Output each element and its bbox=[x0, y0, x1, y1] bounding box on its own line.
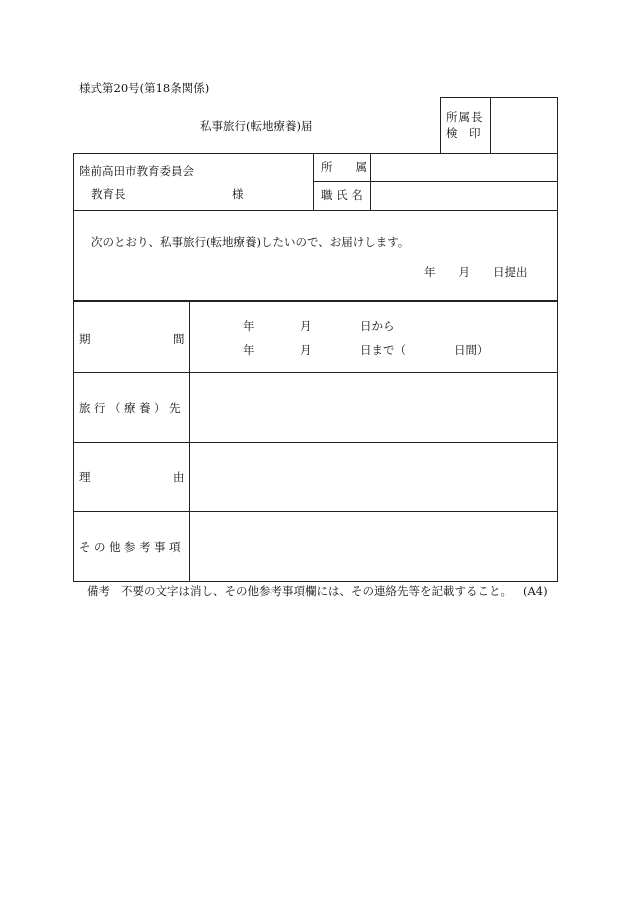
dept-label: 所 属 bbox=[321, 160, 367, 174]
notes-label: その他参考事項 bbox=[79, 540, 184, 554]
destination-field[interactable] bbox=[192, 375, 554, 439]
section-divider bbox=[73, 300, 558, 302]
submission-date[interactable]: 年 月 日提出 bbox=[424, 265, 528, 279]
addressee-title: 教育長 bbox=[91, 187, 126, 201]
period-label-right: 間 bbox=[173, 332, 185, 346]
footnote-label: 備考 bbox=[87, 584, 110, 598]
name-label: 職 氏 名 bbox=[321, 188, 363, 202]
reason-field[interactable] bbox=[192, 445, 554, 508]
footnote-text: 不要の文字は消し、その他参考事項欄には、その連絡先等を記載すること。 bbox=[121, 584, 512, 598]
reason-label-left: 理 bbox=[79, 470, 91, 484]
stamp-area[interactable] bbox=[492, 99, 554, 152]
dept-field[interactable] bbox=[376, 160, 554, 176]
period-label-left: 期 bbox=[79, 332, 91, 346]
destination-label: 旅行（療養）先 bbox=[79, 401, 184, 415]
addressee-org: 陸前高田市教育委員会 bbox=[79, 164, 194, 178]
form-title: 私事旅行(転地療養)届 bbox=[200, 119, 313, 133]
stamp-label-1: 所属長 bbox=[446, 110, 484, 124]
stamp-label-2: 検 印 bbox=[446, 126, 481, 140]
statement-text: 次のとおり、私事旅行(転地療養)したいので、お届けします。 bbox=[91, 235, 410, 249]
notes-field[interactable] bbox=[192, 514, 554, 578]
start-month[interactable]: 月 bbox=[300, 319, 312, 333]
start-year[interactable]: 年 bbox=[243, 319, 255, 333]
paper-size: (A4) bbox=[523, 584, 548, 598]
end-day[interactable]: 日まで（ bbox=[360, 343, 406, 357]
end-year[interactable]: 年 bbox=[243, 343, 255, 357]
start-day[interactable]: 日から bbox=[360, 319, 395, 333]
name-field[interactable] bbox=[376, 188, 554, 204]
form-number: 様式第20号(第18条関係) bbox=[79, 81, 210, 95]
reason-label-right: 由 bbox=[173, 470, 185, 484]
total-days[interactable]: 日間） bbox=[454, 343, 489, 357]
end-month[interactable]: 月 bbox=[300, 343, 312, 357]
addressee-honorific: 様 bbox=[232, 187, 244, 201]
